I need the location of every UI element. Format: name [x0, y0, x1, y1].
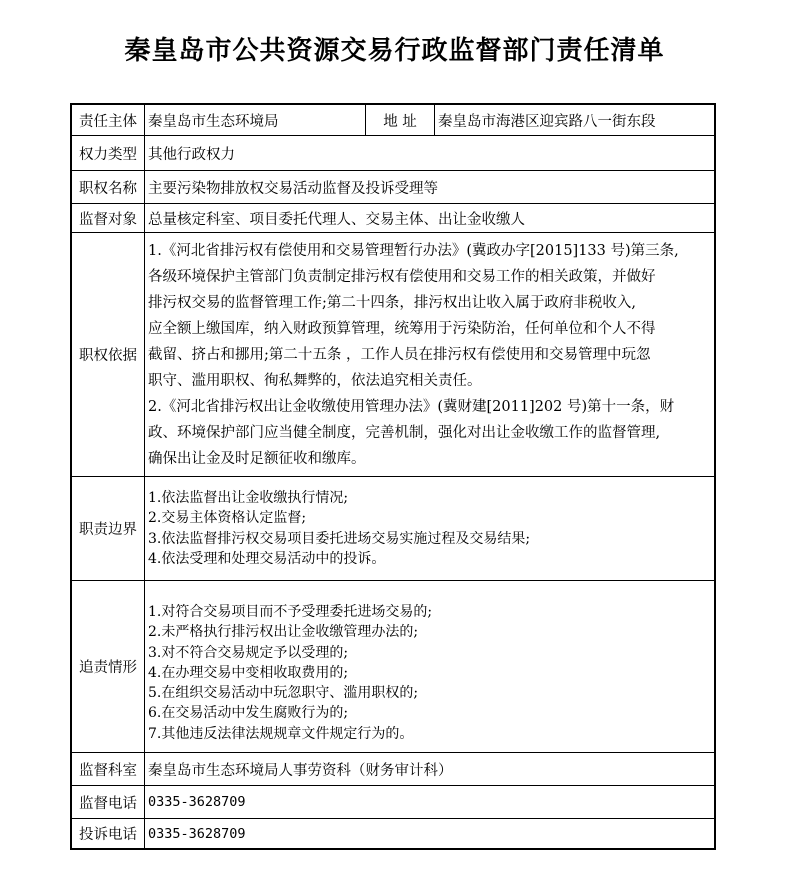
- accountability-item: 7.其他违反法律法规规章文件规定行为的。: [148, 725, 414, 742]
- row-accountability: [72, 581, 714, 753]
- label-address: 地 址: [365, 105, 435, 135]
- duty-boundary-item: 4.依法受理和处理交易活动中的投诉。: [148, 551, 386, 567]
- label-power-name: 职权名称: [72, 171, 145, 203]
- row-legal-basis: [72, 233, 714, 477]
- accountability-item: 1.对符合交易项目而不予受理委托进场交易的;: [148, 604, 433, 620]
- label-legal-basis: 职权依据: [72, 233, 145, 476]
- legal-basis-line: 应全额上缴国库，纳入财政预算管理，统筹用于污染防治，任何单位和个人不得: [148, 321, 656, 337]
- label-power-type: 权力类型: [72, 136, 145, 170]
- label-responsible-entity: 责任主体: [72, 105, 145, 135]
- value-accountability: [145, 581, 714, 752]
- legal-basis-line: 各级环境保护主管部门负责制定排污权有偿使用和交易工作的相关政策，并做好: [148, 269, 656, 285]
- row-complaint-phone: [72, 819, 714, 848]
- row-supervision-office: [72, 753, 714, 786]
- label-supervision-phone: 监督电话: [72, 786, 145, 818]
- legal-basis-line: 确保出让金及时足额征收和缴库。: [148, 451, 366, 467]
- accountability-item: 5.在组织交易活动中玩忽职守、滥用职权的;: [148, 685, 419, 702]
- legal-basis-line: 职守、滥用职权、徇私舞弊的，依法追究相关责任。: [148, 373, 482, 389]
- label-accountability: 追责情形: [72, 581, 145, 752]
- value-complaint-phone: 0335-3628709: [148, 825, 246, 842]
- accountability-item: 3.对不符合交易规定予以受理的;: [148, 644, 349, 661]
- row-power-name: [72, 171, 714, 204]
- row-responsible-entity: [72, 105, 714, 136]
- value-duty-boundary: [145, 477, 714, 580]
- value-legal-basis: [145, 233, 714, 476]
- legal-basis-line: 排污权交易的监督管理工作;第二十四条，排污权出让收入属于政府非税收入,: [148, 295, 636, 311]
- row-power-type: [72, 136, 714, 171]
- accountability-item: 2.未严格执行排污权出让金收缴管理办法的;: [148, 624, 419, 641]
- responsibility-table: [70, 103, 716, 850]
- legal-basis-line: 政、环境保护部门应当健全制度，完善机制，强化对出让金收缴工作的监督管理,: [148, 425, 661, 441]
- value-supervised-objects: 总量核定科室、项目委托代理人、交易主体、出让金收缴人: [148, 211, 525, 228]
- page-title: 秦皇岛市公共资源交易行政监督部门责任清单: [124, 36, 665, 66]
- duty-boundary-item: 2.交易主体资格认定监督;: [148, 510, 307, 526]
- label-complaint-phone: 投诉电话: [72, 819, 145, 848]
- accountability-item: 4.在办理交易中变相收取费用的;: [148, 664, 349, 681]
- value-supervision-phone: 0335-3628709: [148, 794, 246, 810]
- label-duty-boundary: 职责边界: [72, 477, 145, 580]
- row-supervised-objects: [72, 204, 714, 233]
- duty-boundary-item: 3.依法监督排污权交易项目委托进场交易实施过程及交易结果;: [148, 530, 531, 547]
- accountability-item: 6.在交易活动中发生腐败行为的;: [148, 705, 349, 722]
- label-supervision-office: 监督科室: [72, 753, 145, 785]
- legal-basis-line: 2.《河北省排污权出让金收缴使用管理办法》(冀财建[2011]202 号)第十一条，财: [148, 399, 675, 415]
- legal-basis-line: 截留、挤占和挪用;第二十五条 ，工作人员在排污权有偿使用和交易管理中玩忽: [148, 347, 651, 363]
- duty-boundary-item: 1.依法监督出让金收缴执行情况;: [148, 489, 349, 506]
- value-power-name: 主要污染物排放权交易活动监督及投诉受理等: [148, 180, 438, 197]
- value-supervision-office: 秦皇岛市生态环境局人事劳资科（财务审计科）: [148, 762, 453, 779]
- value-power-type: 其他行政权力: [148, 146, 235, 163]
- value-address: 秦皇岛市海港区迎宾路八一街东段: [438, 113, 656, 130]
- row-supervision-phone: [72, 786, 714, 819]
- value-responsible-entity: 秦皇岛市生态环境局: [148, 113, 279, 130]
- row-duty-boundary: [72, 477, 714, 581]
- legal-basis-line: 1.《河北省排污权有偿使用和交易管理暂行办法》(冀政办字[2015]133 号)第三条,: [148, 243, 679, 259]
- label-supervised-objects: 监督对象: [72, 204, 145, 232]
